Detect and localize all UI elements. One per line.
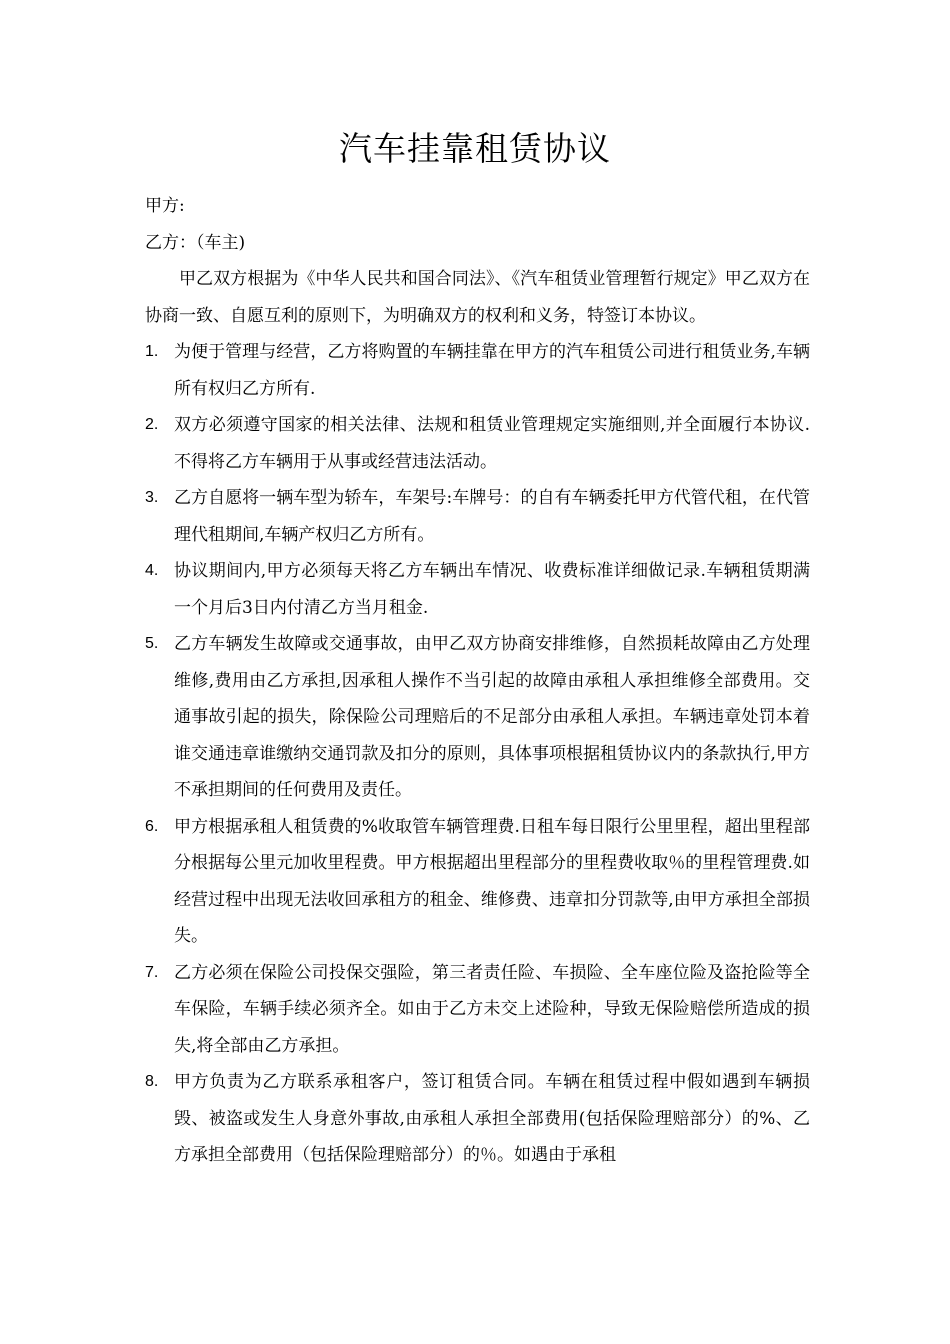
clause-text: 协议期间内,甲方必须每天将乙方车辆出车情况、收费标准详细做记录.车辆租赁期满一个月后3日内付清乙方当月租金. xyxy=(174,561,810,618)
clause-item xyxy=(145,407,810,480)
clause-number: 1. xyxy=(145,343,159,360)
document-body xyxy=(145,188,810,1174)
clause-text: 甲方根据承租人租赁费的%收取管车辆管理费.日租车每日限行公里里程，超出里程部分根据每公里元加收里程费。甲方根据超出里程部分的里程费收取％的里程管理费.如经营过程中出现无法收回承租方的租金、维修费、违章扣分罚款等,由甲方承担全部损失。 xyxy=(174,816,810,946)
clause-item xyxy=(145,626,810,809)
clause-text: 乙方自愿将一辆车型为轿车，车架号:车牌号：的自有车辆委托甲方代管代租，在代管理代租期间,车辆产权归乙方所有。 xyxy=(174,488,810,545)
clause-text: 乙方必须在保险公司投保交强险，第三者责任险、车损险、全车座位险及盗抢险等全车保险，车辆手续必须齐全。如由于乙方未交上述险种，导致无保险赔偿所造成的损失,将全部由乙方承担。 xyxy=(174,962,810,1056)
clause-number: 3. xyxy=(145,489,159,506)
clause-item xyxy=(145,553,810,626)
clause-number: 4. xyxy=(145,562,159,579)
clause-item xyxy=(145,1064,810,1174)
clause-number: 8. xyxy=(145,1073,159,1090)
party-b-label: 乙方：（车主) xyxy=(145,232,246,253)
clause-text: 甲方负责为乙方联系承租客户，签订租赁合同。车辆在租赁过程中假如遇到车辆损毁、被盗或发生人身意外事故,由承租人承担全部费用(包括保险理赔部分）的%、乙方承担全部费用（包括保险理赔部分）的％。如遇由于承租 xyxy=(174,1072,810,1165)
clause-number: 2. xyxy=(145,416,159,433)
clause-text: 双方必须遵守国家的相关法律、法规和租赁业管理规定实施细则,并全面履行本协议.不得将乙方车辆用于从事或经营违法活动。 xyxy=(174,415,810,472)
clause-item xyxy=(145,334,810,407)
clause-number: 6. xyxy=(145,817,159,835)
party-a-label: 甲方: xyxy=(145,196,185,216)
clause-number: 7. xyxy=(145,963,159,981)
clause-text: 为便于管理与经营，乙方将购置的车辆挂靠在甲方的汽车租赁公司进行租赁业务,车辆所有权归乙方所有. xyxy=(174,342,810,399)
clause-item xyxy=(145,955,810,1065)
clause-number: 5. xyxy=(145,635,159,652)
intro-paragraph: 甲乙双方根据为《中华人民共和国合同法》、《汽车租赁业管理暂行规定》甲乙双方在协商一致、自愿互利的原则下，为明确双方的权利和义务，特签订本协议。 xyxy=(145,269,810,326)
clause-text: 乙方车辆发生故障或交通事故，由甲乙双方协商安排维修，自然损耗故障由乙方处理维修,费用由乙方承担,因承租人操作不当引起的故障由承租人承担维修全部费用。交通事故引起的损失，除保险公司理赔后的不足部分由承租人承担。车辆违章处罚本着谁交通违章谁缴纳交通罚款及扣分的原则，具体事项根据租赁协议内的条款执行,甲方不承担期间的任何费用及责任。 xyxy=(174,634,810,800)
clause-item xyxy=(145,480,810,553)
clause-list xyxy=(145,334,810,1174)
document-title: 汽车挂靠租赁协议 xyxy=(339,129,611,168)
clause-item xyxy=(145,809,810,955)
